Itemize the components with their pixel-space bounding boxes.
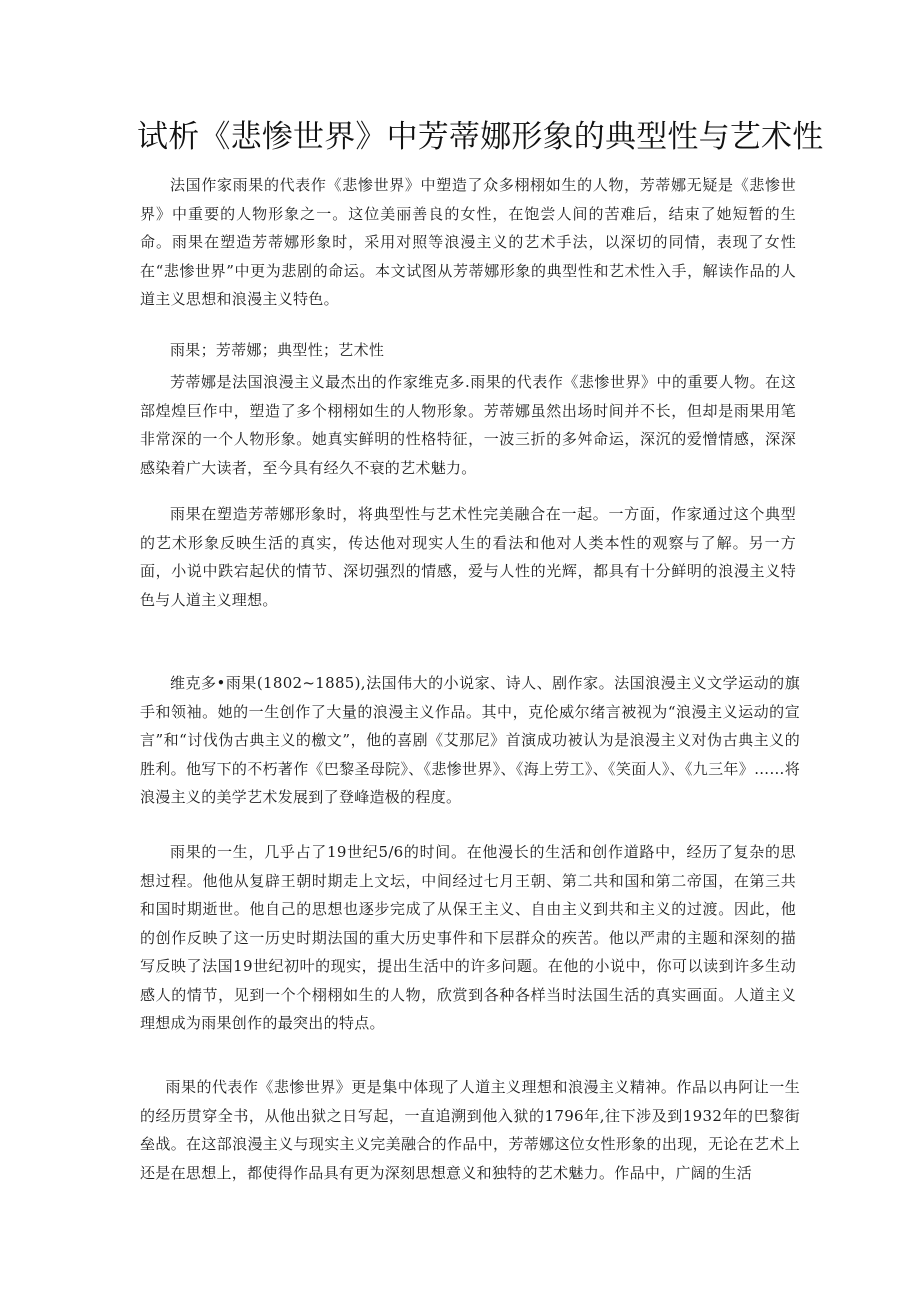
abstract-paragraph: 法国作家雨果的代表作《悲惨世界》中塑造了众多栩栩如生的人物，芳蒂娜无疑是《悲惨世界》中重要的人物形象之一。这位美丽善良的女性，在饱尝人间的苦难后，结束了她短暂的生命。雨果在塑造芳蒂娜形象时，采用对照等浪漫主义的艺术手法，以深切的同情，表现了女性在“悲惨世界”中更为悲剧的命运。本文试图从芳蒂娜形象的典型性和艺术性入手，解读作品的人道主义思想和浪漫主义特色。 [140, 176, 796, 308]
document-title: 试析《悲惨世界》中芳蒂娜形象的典型性与艺术性 [137, 119, 824, 155]
keywords-line: 雨果；芳蒂娜；典型性；艺术性 [170, 341, 385, 359]
body-paragraph-2: 雨果在塑造芳蒂娜形象时，将典型性与艺术性完美融合在一起。一方面，作家通过这个典型的艺术形象反映生活的真实，传达他对现实人生的看法和他对人类本性的观察与了解。另一方面，小说中跌宕起伏的情节、深切强烈的情感，爱与人性的光辉，都具有十分鲜明的浪漫主义特色与人道主义理想。 [140, 505, 796, 609]
body-paragraph-1: 芳蒂娜是法国浪漫主义最杰出的作家维克多.雨果的代表作《悲惨世界》中的重要人物。在这部煌煌巨作中，塑造了多个栩栩如生的人物形象。芳蒂娜虽然出场时间并不长，但却是雨果用笔非常深的一个人物形象。她真实鲜明的性格特征，一波三折的多舛命运，深沉的爱憎情感，深深感染着广大读者，至今具有经久不衰的艺术魅力。 [140, 373, 796, 477]
body-paragraph-5: 雨果的代表作《悲惨世界》更是集中体现了人道主义理想和浪漫主义精神。作品以冉阿让一生的经历贯穿全书，从他出狱之日写起，一直追溯到他入狱的1796年,往下涉及到1932年的巴黎街垒战。在这部浪漫主义与现实主义完美融合的作品中，芳蒂娜这位女性形象的出现，无论在艺术上还是在思想上，都使得作品具有更为深刻思想意义和独特的艺术魅力。作品中，广阔的生活 [140, 1078, 800, 1182]
body-paragraph-3: 维克多•雨果(1802~1885),法国伟大的小说家、诗人、剧作家。法国浪漫主义文学运动的旗手和领袖。她的一生创作了大量的浪漫主义作品。其中，克伦威尔绪言被视为“浪漫主义运动的宣言”和“讨伐伪古典主义的檄文”，他的喜剧《艾那尼》首演成功被认为是浪漫主义对伪古典主义的胜利。他写下的不朽著作《巴黎圣母院》、《悲惨世界》、《海上劳工》、《笑面人》、《九三年》……将浪漫主义的美学艺术发展到了登峰造极的程度。 [140, 674, 800, 806]
body-paragraph-4: 雨果的一生，几乎占了19世纪5/6的时间。在他漫长的生活和创作道路中，经历了复杂的思想过程。他他从复辟王朝时期走上文坛，中间经过七月王朝、第二共和国和第二帝国，在第三共和国时期逝世。他自己的思想也逐步完成了从保王主义、自由主义到共和主义的过渡。因此，他的创作反映了这一历史时期法国的重大历史事件和下层群众的疾苦。他以严肃的主题和深刻的描写反映了法国19世纪初叶的现实，提出生活中的许多问题。在他的小说中，你可以读到许多生动感人的情节，见到一个个栩栩如生的人物，欣赏到各种各样当时法国生活的真实画面。人道主义理想成为雨果创作的最突出的特点。 [140, 843, 796, 1032]
